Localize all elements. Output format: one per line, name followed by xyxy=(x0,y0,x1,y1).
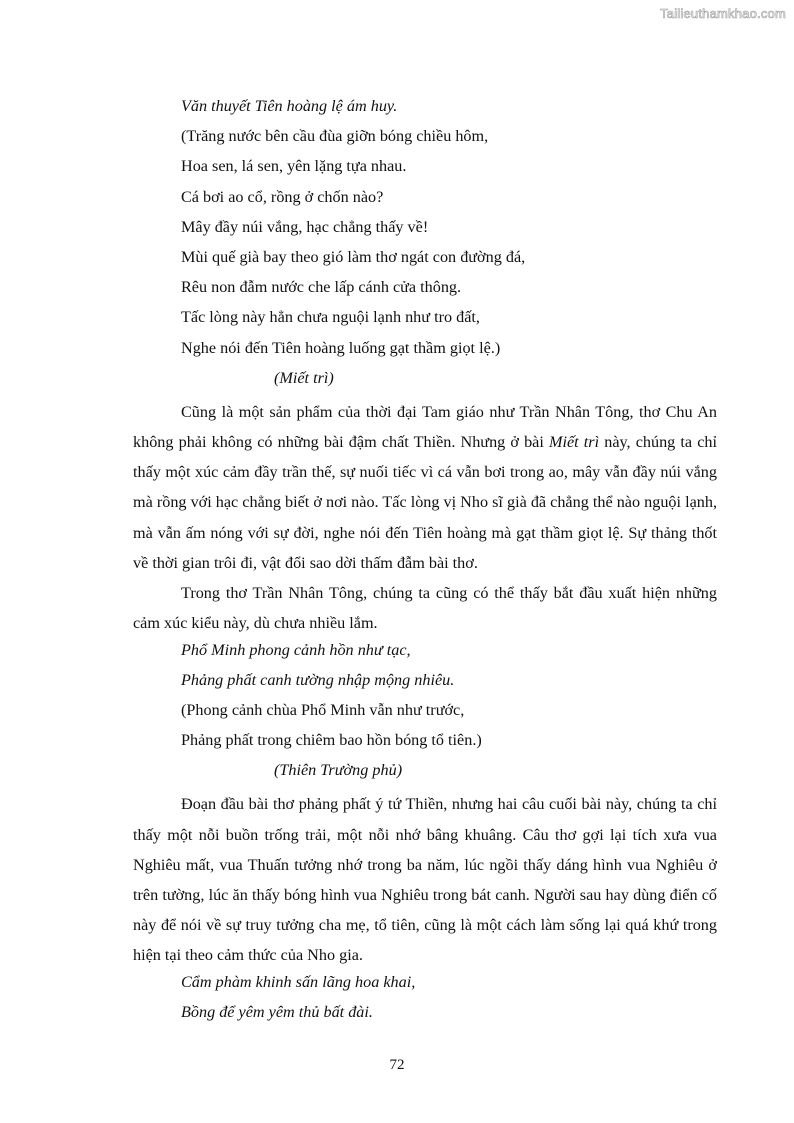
poem-line: Phảng phất canh tường nhập mộng nhiêu. xyxy=(181,670,455,689)
poem-line: Văn thuyết Tiên hoàng lệ ám huy. xyxy=(181,97,398,115)
page-number: 72 xyxy=(389,1057,405,1073)
poem-source: (Thiên Trường phủ) xyxy=(274,761,403,780)
poem-line: Phổ Minh phong cảnh hồn như tạc, xyxy=(181,640,411,659)
poem-thien-truong-phu xyxy=(133,639,717,790)
paragraph-1 xyxy=(133,397,717,578)
poem-line: Bồng để yêm yêm thủ bất đài. xyxy=(181,1002,373,1021)
paragraph-text: Cũng là một sản phẩm của thời đại Tam giáo như Trần Nhân Tông, thơ Chu An không phải không có những bài đậm chất Thiền. Nhưng ở bài xyxy=(133,402,717,452)
poem-line: Nghe nói đến Tiên hoàng luống gạt thầm giọt lệ.) xyxy=(181,338,501,357)
paragraph-text: Trong thơ Trần Nhân Tông, chúng ta cũng có thể thấy bắt đầu xuất hiện những cảm xúc kiểu này, dù chưa nhiều lắm. xyxy=(133,584,717,633)
poem-miet-tri xyxy=(133,95,717,397)
poem-line: (Trăng nước bên cầu đùa giỡn bóng chiều hôm, xyxy=(181,127,489,146)
poem-line: Cá bơi ao cổ, rồng ở chốn nào? xyxy=(181,187,384,206)
poem-line: Mùi quế già bay theo gió làm thơ ngát con đường đá, xyxy=(181,247,526,266)
poem-line: Mây đầy núi vắng, hạc chẳng thấy về! xyxy=(181,217,429,236)
poem-line: Cẩm phàm khinh sấn lãng hoa khai, xyxy=(181,972,416,991)
poem-line: Hoa sen, lá sen, yên lặng tựa nhau. xyxy=(181,157,407,176)
poem-third xyxy=(133,971,717,1031)
page-body xyxy=(133,95,717,1031)
paragraph-text: Đoạn đầu bài thơ phảng phất ý tứ Thiền, nhưng hai câu cuối bài này, chúng ta chỉ thấy một nỗi buồn trống trải, một nỗi nhớ bâng khuâng. Câu thơ gợi lại tích xưa vua Nghiêu mất, vua Thuấn tưởng nhớ trong ba năm, lúc ngồi thấy dáng hình vua Nghiêu ở trên tường, lúc ăn thấy bóng hình vua Nghiêu trong bát canh. Người sau hay dùng điển cố này để nói về sự truy tưởng cha mẹ, tổ tiên, cũng là một cách làm sống lại quá khứ trong hiện tại theo cảm thức của Nho gia. xyxy=(133,795,717,965)
poem-line: Tấc lòng này hẳn chưa nguội lạnh như tro đất, xyxy=(181,308,480,327)
paragraph-2 xyxy=(133,578,717,638)
watermark: Tailieuthamkhao.com xyxy=(660,6,786,21)
paragraph-text: này, chúng ta chỉ thấy một xúc cảm đầy trần thế, sự nuối tiếc vì cá vẫn bơi trong ao, mây vẫn đầy núi vắng mà rồng với hạc chẳng biết ở nơi nào. Tấc lòng vị Nho sĩ già đã chẳng thể nào nguội lạnh, mà vẫn ấm nóng với sự đời, nghe nói đến Tiên hoàng mà gạt thầm giọt lệ. Sự thảng thốt về thời gian trôi đi, vật đổi sao dời thấm đẫm bài thơ. xyxy=(133,433,717,572)
poem-line: (Phong cảnh chùa Phổ Minh vẫn như trước, xyxy=(181,700,465,719)
paragraph-3 xyxy=(133,789,717,970)
poem-line: Phảng phất trong chiêm bao hồn bóng tổ tiên.) xyxy=(181,731,482,750)
poem-line: Rêu non đẫm nước che lấp cánh cửa thông. xyxy=(181,278,462,297)
poem-source: (Miết trì) xyxy=(274,368,334,387)
poem-title: Miết trì xyxy=(549,433,600,452)
